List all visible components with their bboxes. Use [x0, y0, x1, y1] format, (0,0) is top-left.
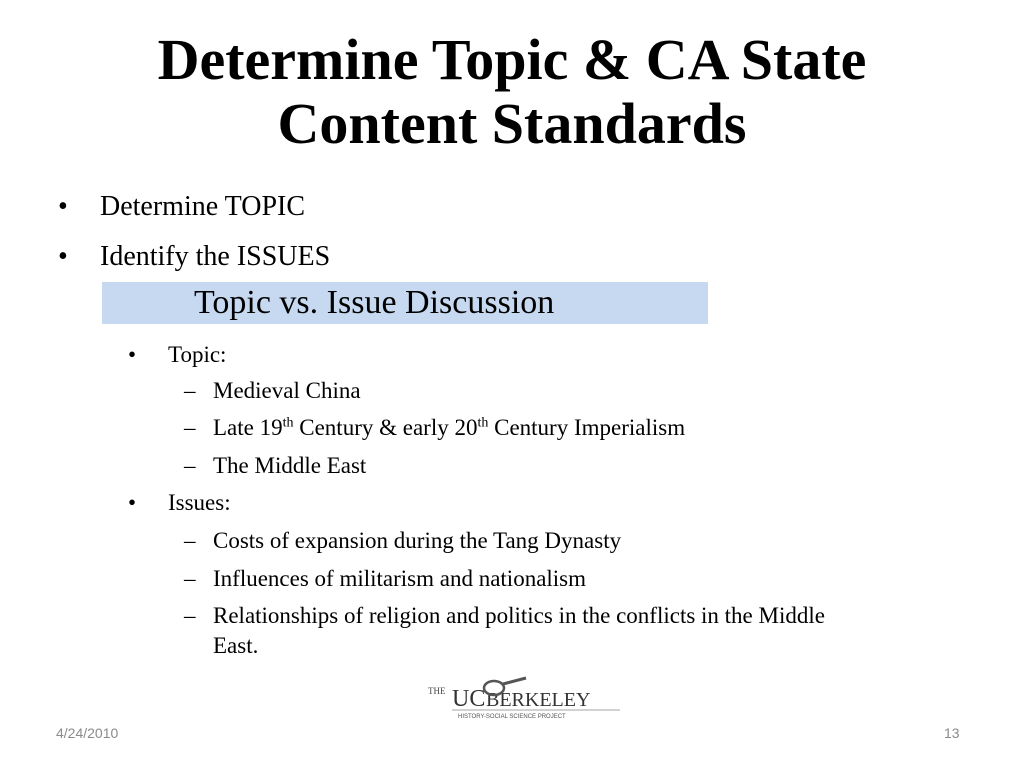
bullet-text: Identify the ISSUES [100, 241, 331, 272]
topic-item-text: The Middle East [213, 453, 367, 478]
bullet-text: Determine TOPIC [100, 191, 306, 222]
topic-item-text-a: Late 19 [213, 415, 283, 440]
topic-label: Topic: [168, 342, 227, 367]
slide-title [0, 28, 1024, 156]
superscript: th [477, 415, 489, 431]
issue-item-text: Costs of expansion during the Tang Dynasty [213, 528, 622, 553]
topic-item-imperialism [184, 413, 685, 443]
topic-vs-issue-band: Topic vs. Issue Discussion [102, 282, 708, 324]
topic-item-middle-east [184, 451, 366, 481]
logo-berkeley: BERKELEY [486, 689, 591, 711]
title-line-2: Content Standards [277, 91, 747, 156]
footer-date: 4/24/2010 [56, 725, 119, 741]
issue-item-text: Relationships of religion and politics in the conflicts in the Middle [213, 603, 825, 628]
slide-number: 13 [944, 725, 960, 741]
bullet-dot: • [58, 191, 68, 222]
issue-item-tang-dynasty [184, 526, 621, 556]
topic-item-text-c: Century Imperialism [488, 415, 686, 440]
topic-item-text-b: Century & early 20 [293, 415, 478, 440]
bullet-determine-topic [58, 190, 305, 224]
dash-bullet: – [184, 603, 196, 628]
topic-heading [128, 341, 226, 369]
dash-bullet: – [184, 378, 196, 403]
uc-berkeley-logo [426, 676, 622, 720]
logo-the: THE [428, 686, 446, 696]
topic-item-text: Medieval China [213, 378, 361, 403]
issue-item-militarism [184, 564, 586, 594]
logo-uc: UC [452, 686, 486, 712]
dash-bullet: – [184, 528, 196, 553]
bullet-dot: • [58, 241, 68, 272]
bullet-dot: • [128, 490, 137, 515]
issue-item-religion-politics [184, 601, 825, 661]
bullet-dot: • [128, 342, 137, 367]
dash-bullet: – [184, 453, 196, 478]
issues-heading [128, 489, 231, 517]
issue-item-text-continued: East. [213, 633, 259, 658]
topic-item-medieval-china [184, 376, 361, 406]
issue-item-text: Influences of militarism and nationalism [213, 566, 587, 591]
logo-subtitle: HISTORY-SOCIAL SCIENCE PROJECT [458, 714, 566, 720]
bullet-identify-issues [58, 240, 330, 274]
issues-label: Issues: [168, 490, 231, 515]
dash-bullet: – [184, 566, 196, 591]
title-line-1: Determine Topic & CA State [157, 27, 867, 92]
dash-bullet: – [184, 415, 196, 440]
superscript: th [282, 415, 294, 431]
